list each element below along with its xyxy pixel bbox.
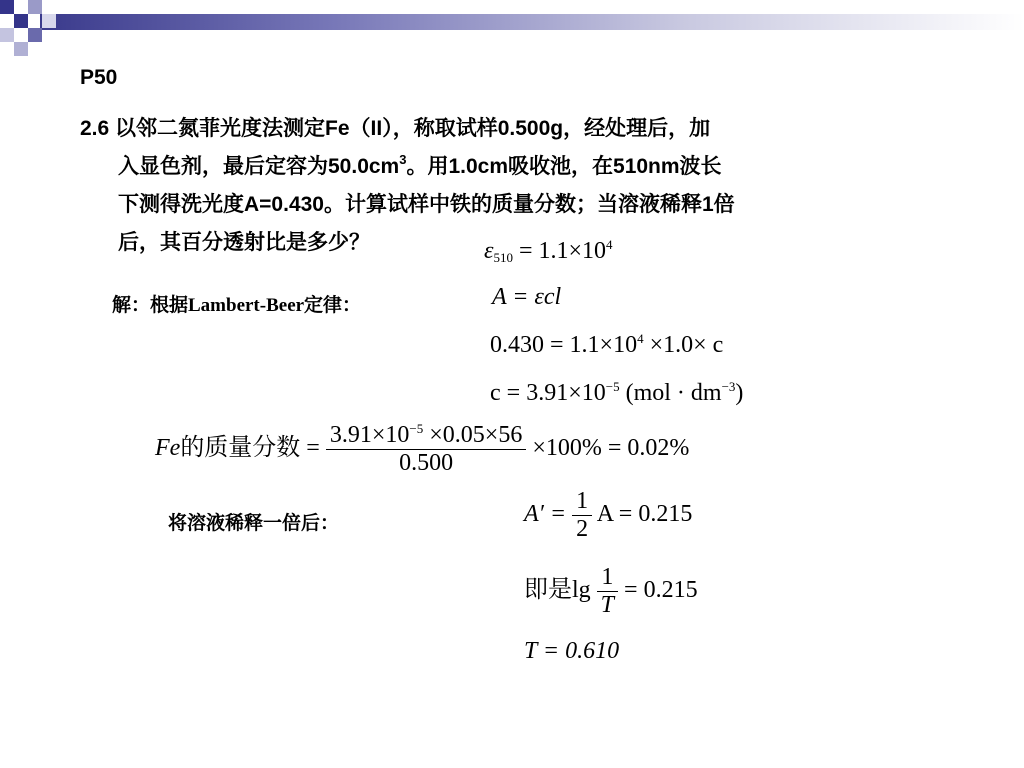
fraction-denominator: 0.500: [326, 449, 526, 477]
problem-superscript: 3: [399, 152, 407, 167]
header-square: [14, 42, 28, 56]
header-square: [14, 14, 28, 28]
header-square: [28, 28, 42, 42]
fraction-numerator: [326, 422, 526, 449]
equation-diluted-absorbance: [524, 488, 692, 543]
equation-text: ): [735, 380, 744, 406]
problem-line: 后，其百分透射比是多少？: [118, 231, 370, 254]
fraction-numerator: 1: [601, 564, 614, 590]
equation-lambert-beer: A = εcl: [492, 284, 562, 310]
transmittance-fraction: [597, 564, 618, 619]
fraction-denominator: 2: [572, 515, 592, 543]
equation-text: = 0.215: [624, 577, 698, 604]
fraction-numerator: 1: [576, 488, 589, 514]
equation-transmittance-result: T = 0.610: [524, 638, 620, 664]
problem-line: 下测得洗光度A=0.430。计算试样中铁的质量分数；当溶液稀释1倍: [118, 193, 735, 216]
epsilon-value: = 1.1×10: [518, 238, 607, 264]
equation-text: 即是lg: [524, 577, 591, 604]
header-square: [0, 0, 14, 14]
equation-text: A = 0.215: [596, 501, 693, 528]
header-square: [28, 0, 42, 14]
equation-exponent: −3: [721, 379, 736, 394]
fraction-denominator: T: [597, 591, 618, 619]
epsilon-symbol: ε: [484, 238, 494, 264]
problem-line: 2.6 以邻二氮菲光度法测定Fe（II），称取试样0.500g，经处理后，加: [80, 117, 711, 140]
equation-text: 0.430 = 1.1×10: [490, 332, 638, 358]
equation-iron-fraction: [155, 422, 689, 477]
equation-text: ×100% = 0.02%: [532, 435, 690, 462]
equation-log-transmittance: [524, 564, 698, 619]
problem-line: [80, 148, 980, 186]
equation-substitution: [490, 332, 723, 359]
equation-text: (mol · dm: [619, 380, 722, 406]
epsilon-exponent: 4: [606, 237, 613, 252]
problem-text: 。用1.0cm吸收池，在510nm波长: [406, 155, 722, 178]
numerator-text: ×0.05×56: [423, 422, 523, 448]
equation-exponent: −5: [605, 379, 620, 394]
given-epsilon: [484, 238, 613, 265]
iron-fraction: [326, 422, 526, 477]
numerator-text: 3.91×10: [329, 422, 410, 448]
problem-text: 入显色剂，最后定容为50.0cm: [118, 155, 400, 178]
equation-exponent: 4: [637, 331, 644, 346]
header-square: [0, 28, 14, 42]
equation-text: c = 3.91×10: [490, 380, 606, 406]
iron-symbol: Fe: [155, 435, 181, 462]
dilution-label: 将溶液稀释一倍后：: [168, 513, 340, 534]
equation-text: A′ =: [524, 501, 567, 528]
header-square: [42, 14, 56, 28]
equation-text: ×1.0× c: [643, 332, 724, 358]
half-fraction: [572, 488, 592, 543]
equation-text: 的质量分数 =: [180, 435, 320, 462]
numerator-exponent: −5: [409, 421, 424, 436]
page-label: P50: [80, 66, 118, 89]
epsilon-subscript: 510: [493, 250, 513, 265]
header-gradient-bar: [40, 14, 1024, 30]
solution-label: 解：根据Lambert-Beer定律：: [112, 295, 362, 316]
equation-concentration: [490, 380, 743, 407]
